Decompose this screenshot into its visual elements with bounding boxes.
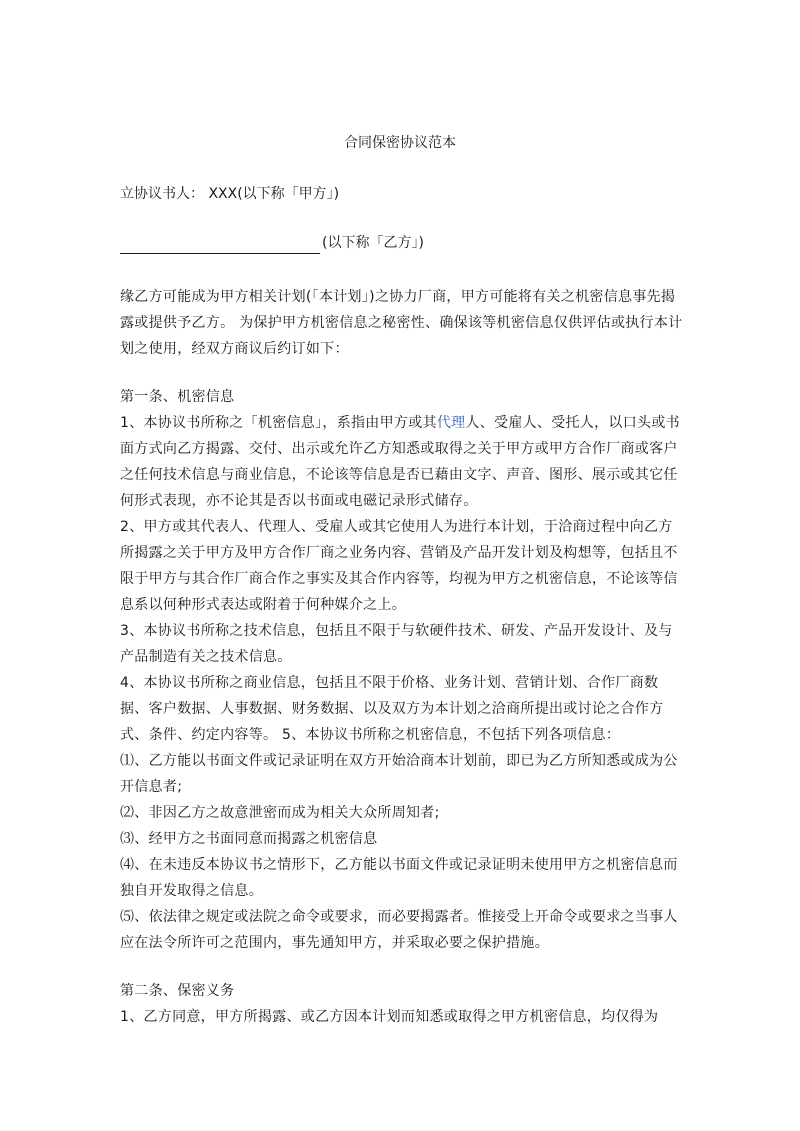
exclusion-item-4: ⑷、在未违反本协议书之情形下，乙方能以书面文件或记录证明未使用甲方之机密信息而独自开发取得之信息。 xyxy=(120,857,678,899)
exclusion-item-5: ⑸、依法律之规定或法院之命令或要求，而必要揭露者。惟接受上开命令或要求之当事人应在法令所许可之范围内，事先通知甲方，并采取必要之保护措施。 xyxy=(120,909,678,951)
section-2-paragraph-1: 1、乙方同意，甲方所揭露、或乙方因本计划而知悉或取得之甲方机密信息，均仅得为 xyxy=(120,1009,659,1025)
exclusion-item-1: ⑴、乙方能以书面文件或记录证明在双方开始洽商本计划前，即已为乙方所知悉或成为公开信息者; xyxy=(120,753,678,795)
paragraph-text: 1、本协议书所称之「机密信息」，系指由甲方或其 xyxy=(120,415,437,431)
document-title: 合同保密协议范本 xyxy=(344,135,456,151)
section-1-paragraph-3: 3、本协议书所称之技术信息，包括且不限于与软硬件技术、研发、产品开发设计、及与产品制造有关之技术信息。 xyxy=(120,623,673,665)
party-b-blank xyxy=(120,237,320,254)
intro-paragraph: 缘乙方可能成为甲方相关计划(「本计划」)之协力厂商，甲方可能将有关之机密信息事先揭露或提供予乙方。 为保护甲方机密信息之秘密性、确保该等机密信息仅供评估或执行本计划之使用，经双方商议后约订如下： xyxy=(120,289,683,357)
exclusion-item-3: ⑶、经甲方之书面同意而揭露之机密信息 xyxy=(120,831,378,847)
section-1-paragraph-1 xyxy=(120,410,684,514)
section-2-title: 第二条、保密义务 xyxy=(120,983,235,999)
document-body xyxy=(120,284,684,1030)
party-b-label: (以下称「乙方」) xyxy=(322,235,424,251)
section-1-paragraph-4: 4、本协议书所称之商业信息，包括且不限于价格、业务计划、营销计划、合作厂商数据、客户数据、人事数据、财务数据、以及双方为本计划之洽商所提出或讨论之合作方式、条件、约定内容等。 5、本协议书所称之机密信息，不包括下列各项信息： xyxy=(120,675,664,743)
paragraph-text: 人、受雇人、受托人，以口头或书面方式向乙方揭露、交付、出示或允许乙方知悉或取得之关于甲方或甲方合作厂商或客户之任何技术信息与商业信息，不论该等信息是否已藉由文字、声音、图形、展示或其它任何形式表现，亦不论其是否以书面或电磁记录形式储存。 xyxy=(120,415,680,509)
section-1-title: 第一条、机密信息 xyxy=(120,389,235,405)
section-1-paragraph-2: 2、甲方或其代表人、代理人、受雇人或其它使用人为进行本计划，于洽商过程中向乙方所揭露之关于甲方及甲方合作厂商之业务内容、营销及产品开发计划及构想等，包括且不限于甲方与其合作厂商合作之事实及其合作内容等，均视为甲方之机密信息，不论该等信息系以何种形式表达或附着于何种媒介之上。 xyxy=(120,519,678,613)
exclusion-item-2: ⑵、非因乙方之故意泄密而成为相关大众所周知者; xyxy=(120,805,440,821)
party-b-line xyxy=(120,232,424,254)
party-a-line: 立协议书人： XXX(以下称「甲方」) xyxy=(120,186,340,202)
agent-link[interactable]: 代理 xyxy=(436,415,466,431)
